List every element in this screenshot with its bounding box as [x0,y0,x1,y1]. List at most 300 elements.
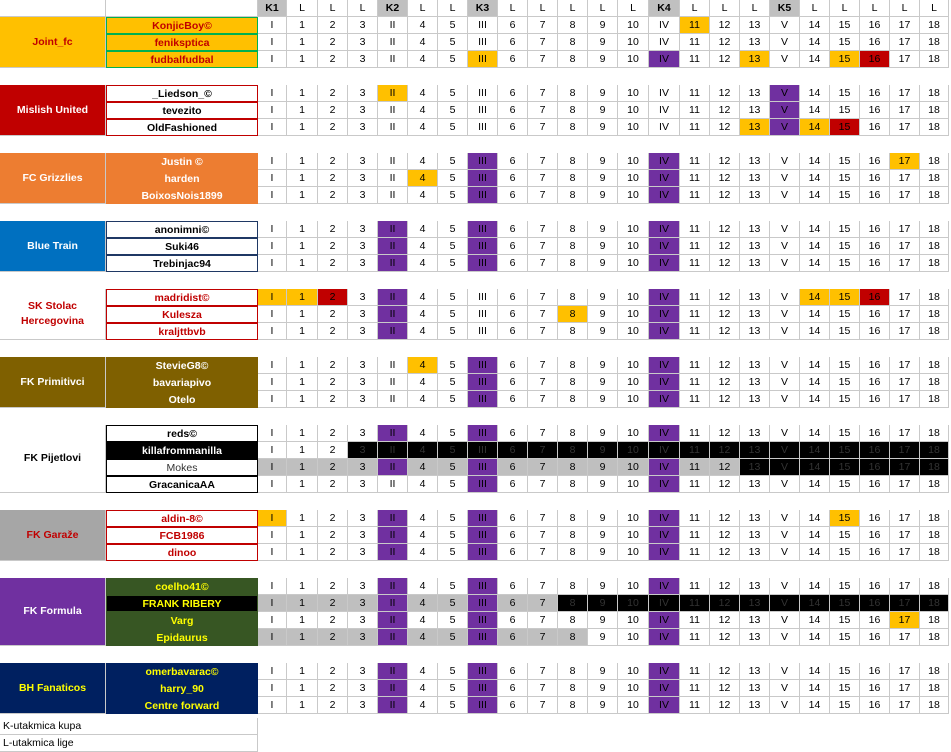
match-cell: 15 [830,357,860,374]
match-cell: 4 [408,697,438,714]
match-cell: I [258,595,287,612]
match-cell: 12 [710,510,740,527]
match-cell: 7 [528,357,558,374]
match-cell: 2 [318,34,348,51]
match-cell: 16 [860,578,890,595]
match-cell: 7 [528,323,558,340]
header-cell: L [710,0,740,17]
match-cell: V [770,187,800,204]
match-cell: 9 [588,323,618,340]
match-cell: 8 [558,459,588,476]
match-cell: 12 [710,85,740,102]
player-name: kraljttbvb [106,323,258,340]
match-cell: V [770,51,800,68]
player-name: killafrommanilla [106,442,258,459]
player-name: madridist© [106,289,258,306]
match-cell: 16 [860,102,890,119]
match-cell: 11 [680,374,710,391]
match-cell: 16 [860,595,890,612]
player-name: omerbavarac© [106,663,258,680]
match-cell: III [468,238,498,255]
match-cell: 5 [438,595,468,612]
match-cell: 14 [800,323,830,340]
match-cell: I [258,170,287,187]
match-cell: 13 [740,459,770,476]
match-cell: 6 [498,17,528,34]
match-cell: 15 [830,221,860,238]
match-cell: 14 [800,527,830,544]
match-cell: 11 [680,476,710,493]
match-cell: 14 [800,442,830,459]
match-cell: IV [649,255,680,272]
match-cell: 16 [860,170,890,187]
match-cell: 16 [860,697,890,714]
match-cell: 16 [860,187,890,204]
match-cell: 3 [348,595,378,612]
match-cell: 10 [618,255,649,272]
match-cell: 5 [438,323,468,340]
match-cell: 4 [408,255,438,272]
match-cell: 7 [528,595,558,612]
match-cell: 13 [740,17,770,34]
player-name: Varg [106,612,258,629]
match-cell: IV [649,323,680,340]
match-cell: 17 [890,697,920,714]
match-cell: 6 [498,238,528,255]
match-cell: 10 [618,578,649,595]
match-cell: 7 [528,476,558,493]
match-cell: 3 [348,663,378,680]
match-cell: V [770,85,800,102]
match-cell: 6 [498,680,528,697]
match-cell: 16 [860,238,890,255]
match-cell: 10 [618,357,649,374]
match-cell: 16 [860,374,890,391]
match-cell: I [258,17,287,34]
match-cell: 4 [408,578,438,595]
match-cell: I [258,119,287,136]
match-cell: 7 [528,238,558,255]
match-cell: 18 [920,578,949,595]
match-cell: IV [649,612,680,629]
match-cell: 18 [920,595,949,612]
match-cell: 17 [890,85,920,102]
match-cell: II [378,595,408,612]
team-name: Joint_fc [0,17,106,68]
match-cell: 12 [710,459,740,476]
match-cell: 16 [860,663,890,680]
match-cell: 9 [588,187,618,204]
match-cell: V [770,153,800,170]
match-cell: 15 [830,323,860,340]
match-cell: 15 [830,663,860,680]
match-cell: 13 [740,476,770,493]
match-cell: 6 [498,34,528,51]
match-cell: 3 [348,442,378,459]
match-cell: 13 [740,85,770,102]
match-cell: II [378,612,408,629]
match-cell: I [258,510,287,527]
match-cell: 13 [740,510,770,527]
match-cell: 16 [860,357,890,374]
match-cell: II [378,374,408,391]
match-cell: 9 [588,102,618,119]
player-name: KonjicBoy© [106,17,258,34]
match-cell: 9 [588,578,618,595]
team-name: FK Pijetlovi [0,425,106,493]
match-cell: 7 [528,612,558,629]
match-cell: I [258,629,287,646]
match-cell: I [258,612,287,629]
match-cell: 15 [830,170,860,187]
match-cell: 8 [558,663,588,680]
match-cell: 18 [920,34,949,51]
match-cell: 6 [498,306,528,323]
match-cell: 2 [318,17,348,34]
match-cell: 3 [348,102,378,119]
match-cell: 1 [287,17,318,34]
match-cell: 4 [408,119,438,136]
match-cell: III [468,255,498,272]
match-cell: V [770,119,800,136]
match-cell: 6 [498,459,528,476]
match-cell: 13 [740,357,770,374]
match-cell: 16 [860,153,890,170]
match-cell: 6 [498,102,528,119]
match-cell: 6 [498,289,528,306]
match-cell: 1 [287,510,318,527]
player-name: bavariapivo [106,374,258,391]
match-cell: 8 [558,323,588,340]
match-cell: 7 [528,459,558,476]
match-cell: 2 [318,357,348,374]
match-cell: 13 [740,51,770,68]
match-cell: 7 [528,119,558,136]
match-cell: 6 [498,510,528,527]
match-cell: II [378,289,408,306]
match-cell: 15 [830,374,860,391]
match-cell: 7 [528,187,558,204]
match-cell: 16 [860,544,890,561]
match-cell: 13 [740,425,770,442]
match-cell: 10 [618,289,649,306]
match-cell: 9 [588,425,618,442]
match-cell: 9 [588,17,618,34]
match-cell: 17 [890,544,920,561]
match-cell: III [468,391,498,408]
match-cell: 17 [890,527,920,544]
player-name: coelho41© [106,578,258,595]
match-cell: 9 [588,34,618,51]
match-cell: 6 [498,425,528,442]
match-cell: 17 [890,629,920,646]
match-cell: 13 [740,119,770,136]
match-cell: 6 [498,595,528,612]
match-cell: 8 [558,221,588,238]
match-cell: 15 [830,391,860,408]
match-cell: I [258,153,287,170]
match-cell: 1 [287,544,318,561]
match-cell: 12 [710,34,740,51]
match-cell: 2 [318,527,348,544]
match-cell: 1 [287,663,318,680]
player-name: anonimni© [106,221,258,238]
match-cell: 9 [588,255,618,272]
match-cell: 2 [318,425,348,442]
match-cell: 8 [558,51,588,68]
player-name: OldFashioned [106,119,258,136]
match-cell: 4 [408,629,438,646]
match-cell: III [468,510,498,527]
match-cell: 9 [588,527,618,544]
header-cell: L [890,0,920,17]
match-cell: 7 [528,425,558,442]
match-cell: V [770,238,800,255]
player-name: fudbalfudbal [106,51,258,68]
match-cell: 14 [800,357,830,374]
match-cell: II [378,391,408,408]
match-cell: 9 [588,510,618,527]
match-cell: 1 [287,85,318,102]
match-cell: 3 [348,459,378,476]
match-cell: 10 [618,425,649,442]
match-cell: II [378,323,408,340]
player-name: Centre forward [106,697,258,714]
match-cell: 6 [498,442,528,459]
match-cell: 2 [318,323,348,340]
match-cell: 18 [920,85,949,102]
match-cell: 17 [890,391,920,408]
match-cell: 8 [558,289,588,306]
match-cell: 11 [680,425,710,442]
match-cell: 14 [800,697,830,714]
match-cell: I [258,51,287,68]
match-cell: 17 [890,459,920,476]
match-cell: 12 [710,391,740,408]
player-name: dinoo [106,544,258,561]
match-cell: 10 [618,221,649,238]
match-cell: 3 [348,187,378,204]
match-cell: 10 [618,102,649,119]
match-cell: 16 [860,510,890,527]
match-cell: 1 [287,374,318,391]
team-name: FK Garaže [0,510,106,561]
match-cell: 5 [438,425,468,442]
match-cell: 5 [438,680,468,697]
match-cell: II [378,85,408,102]
match-cell: 13 [740,578,770,595]
match-cell: 9 [588,357,618,374]
match-cell: 1 [287,357,318,374]
match-cell: II [378,238,408,255]
match-cell: V [770,425,800,442]
match-cell: II [378,680,408,697]
match-cell: 9 [588,306,618,323]
header-cell: L [860,0,890,17]
match-cell: 13 [740,306,770,323]
match-cell: II [378,510,408,527]
match-cell: 12 [710,680,740,697]
match-cell: 1 [287,578,318,595]
match-cell: 11 [680,289,710,306]
match-cell: 8 [558,85,588,102]
match-cell: 5 [438,17,468,34]
match-cell: 14 [800,238,830,255]
header-cell: L [800,0,830,17]
match-cell: 3 [348,629,378,646]
match-cell: 9 [588,459,618,476]
match-cell: V [770,544,800,561]
match-cell: 6 [498,612,528,629]
header-cell: K4 [649,0,680,17]
header-player-col [106,0,258,17]
match-cell: III [468,221,498,238]
match-cell: IV [649,544,680,561]
match-cell: V [770,527,800,544]
match-cell: 9 [588,442,618,459]
match-cell: 6 [498,357,528,374]
match-cell: 5 [438,442,468,459]
match-cell: II [378,187,408,204]
match-cell: 5 [438,238,468,255]
match-cell: 12 [710,102,740,119]
match-cell: 7 [528,170,558,187]
match-cell: 13 [740,680,770,697]
match-cell: III [468,459,498,476]
player-name: Trebinjac94 [106,255,258,272]
match-cell: 3 [348,357,378,374]
match-cell: 3 [348,527,378,544]
match-cell: II [378,442,408,459]
match-cell: 18 [920,629,949,646]
match-cell: V [770,612,800,629]
match-cell: 1 [287,323,318,340]
match-cell: III [468,323,498,340]
match-cell: 6 [498,153,528,170]
match-cell: II [378,527,408,544]
match-cell: 11 [680,238,710,255]
match-cell: V [770,697,800,714]
match-cell: 14 [800,34,830,51]
match-cell: 8 [558,153,588,170]
match-cell: 5 [438,85,468,102]
match-cell: 4 [408,527,438,544]
match-cell: III [468,306,498,323]
match-cell: 3 [348,697,378,714]
match-cell: III [468,544,498,561]
match-cell: 10 [618,391,649,408]
match-cell: 6 [498,663,528,680]
player-name: reds© [106,425,258,442]
match-cell: 11 [680,459,710,476]
match-cell: 1 [287,680,318,697]
match-cell: 10 [618,595,649,612]
match-cell: 6 [498,255,528,272]
match-cell: 16 [860,17,890,34]
match-cell: 4 [408,187,438,204]
match-cell: 15 [830,17,860,34]
header-cell: L [438,0,468,17]
match-cell: 16 [860,612,890,629]
match-cell: 6 [498,187,528,204]
match-cell: IV [649,289,680,306]
match-cell: 5 [438,357,468,374]
match-cell: 5 [438,578,468,595]
match-cell: 1 [287,221,318,238]
match-cell: IV [649,391,680,408]
match-cell: 7 [528,221,558,238]
match-cell: 13 [740,255,770,272]
match-cell: 3 [348,170,378,187]
match-cell: 18 [920,17,949,34]
match-cell: 11 [680,697,710,714]
match-cell: III [468,51,498,68]
match-cell: 2 [318,442,348,459]
match-cell: 11 [680,544,710,561]
match-cell: IV [649,527,680,544]
match-cell: I [258,578,287,595]
match-cell: 10 [618,629,649,646]
match-cell: 8 [558,102,588,119]
match-cell: 11 [680,629,710,646]
player-name: feniksptica [106,34,258,51]
header-cell: L [408,0,438,17]
match-cell: 14 [800,17,830,34]
match-cell: 15 [830,476,860,493]
match-cell: 8 [558,374,588,391]
match-cell: 2 [318,391,348,408]
match-cell: 16 [860,119,890,136]
match-cell: IV [649,459,680,476]
header-cell: L [528,0,558,17]
player-name: StevieG8© [106,357,258,374]
match-cell: 3 [348,34,378,51]
match-cell: I [258,102,287,119]
match-cell: I [258,476,287,493]
header-cell: L [558,0,588,17]
match-cell: 13 [740,323,770,340]
match-cell: V [770,476,800,493]
match-cell: 3 [348,323,378,340]
match-cell: 16 [860,255,890,272]
match-cell: 3 [348,238,378,255]
match-cell: 6 [498,119,528,136]
match-cell: IV [649,187,680,204]
match-cell: 7 [528,17,558,34]
match-cell: 10 [618,442,649,459]
header-cell: L [740,0,770,17]
match-cell: 11 [680,170,710,187]
match-cell: 1 [287,697,318,714]
match-cell: 1 [287,527,318,544]
match-cell: IV [649,425,680,442]
match-cell: 10 [618,85,649,102]
match-cell: 1 [287,238,318,255]
match-cell: 4 [408,153,438,170]
match-cell: I [258,221,287,238]
match-cell: 9 [588,51,618,68]
match-cell: II [378,663,408,680]
match-cell: 14 [800,102,830,119]
match-cell: III [468,119,498,136]
match-cell: 17 [890,17,920,34]
match-cell: 12 [710,697,740,714]
match-cell: 2 [318,544,348,561]
match-cell: II [378,102,408,119]
match-cell: 13 [740,289,770,306]
match-cell: 9 [588,289,618,306]
match-cell: 12 [710,374,740,391]
